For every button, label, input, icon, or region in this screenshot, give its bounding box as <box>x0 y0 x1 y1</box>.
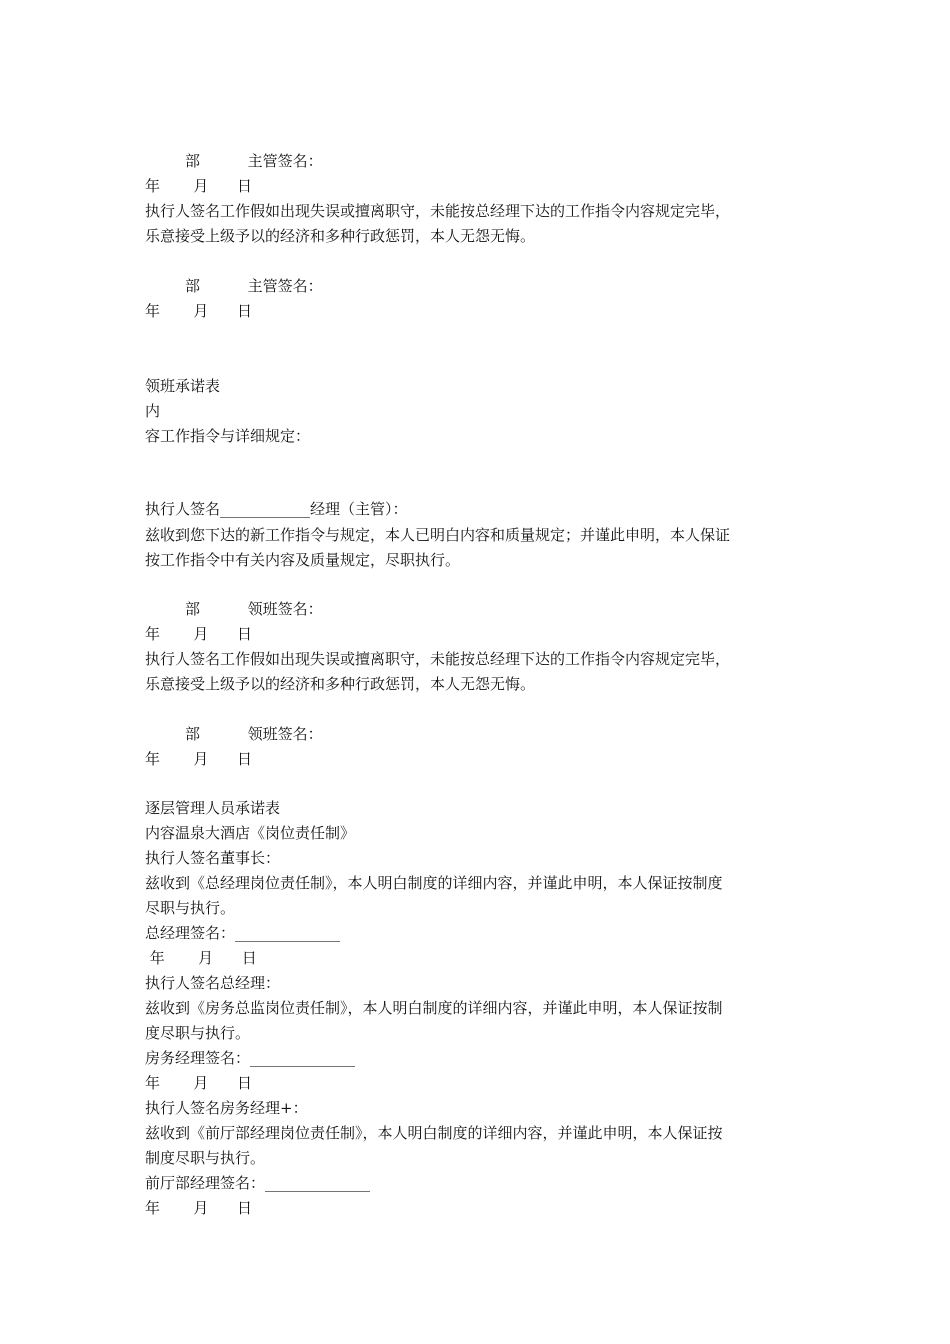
section-title-management-pledge: 逐层管理人员承诺表 <box>145 799 281 817</box>
dept-supervisor-signature-line: 部 主管签名： <box>185 152 323 170</box>
date-line: 年 月 日 <box>145 949 257 967</box>
executor-signature-line: 执行人签名____________经理（主管）： <box>145 500 408 518</box>
commitment-text: 执行人签名工作假如出现失误或擅离职守，未能按总经理下达的工作指令内容规定完毕， <box>145 650 731 668</box>
commitment-text: 乐意接受上级予以的经济和多种行政惩罚，本人无怨无悔。 <box>145 227 536 245</box>
executor-signature-line: 执行人签名总经理： <box>145 974 281 992</box>
receipt-statement: 尽职与执行。 <box>145 899 236 917</box>
executor-signature-line: 执行人签名董事长： <box>145 849 281 867</box>
commitment-text: 乐意接受上级予以的经济和多种行政惩罚，本人无怨无悔。 <box>145 675 536 693</box>
dept-foreman-signature-line: 部 领班签名： <box>185 600 323 618</box>
content-label: 内 <box>145 402 161 420</box>
receipt-statement: 兹收到《前厅部经理岗位责任制》，本人明白制度的详细内容，并谨此申明，本人保证按 <box>145 1124 723 1142</box>
date-line: 年 月 日 <box>145 750 252 768</box>
receipt-statement: 兹收到《房务总监岗位责任制》，本人明白制度的详细内容，并谨此申明，本人保证按制 <box>145 999 723 1017</box>
rooms-manager-signature-line: 房务经理签名：______________ <box>145 1049 356 1067</box>
date-line: 年 月 日 <box>145 1074 252 1092</box>
dept-supervisor-signature-line: 部 主管签名： <box>185 277 323 295</box>
content-label: 容工作指令与详细规定： <box>145 427 311 445</box>
commitment-text: 执行人签名工作假如出现失误或擅离职守，未能按总经理下达的工作指令内容规定完毕， <box>145 202 731 220</box>
receipt-statement: 制度尽职与执行。 <box>145 1149 266 1167</box>
gm-signature-line: 总经理签名：______________ <box>145 924 341 942</box>
date-line: 年 月 日 <box>145 302 252 320</box>
receipt-statement: 兹收到您下达的新工作指令与规定，本人已明白内容和质量规定；并谨此申明，本人保证 <box>145 526 731 544</box>
receipt-statement: 兹收到《总经理岗位责任制》，本人明白制度的详细内容，并谨此申明，本人保证按制度 <box>145 874 723 892</box>
section-title-foreman-pledge: 领班承诺表 <box>145 377 221 395</box>
document-page <box>145 0 825 1344</box>
receipt-statement: 按工作指令中有关内容及质量规定，尽职执行。 <box>145 551 461 569</box>
dept-foreman-signature-line: 部 领班签名： <box>185 725 323 743</box>
date-line: 年 月 日 <box>145 1199 252 1217</box>
date-line: 年 月 日 <box>145 177 252 195</box>
date-line: 年 月 日 <box>145 625 252 643</box>
content-label: 内容温泉大酒店《岗位责任制》 <box>145 824 356 842</box>
receipt-statement: 度尽职与执行。 <box>145 1024 251 1042</box>
front-office-manager-signature-line: 前厅部经理签名：______________ <box>145 1174 371 1192</box>
executor-signature-line: 执行人签名房务经理+： <box>145 1099 308 1117</box>
